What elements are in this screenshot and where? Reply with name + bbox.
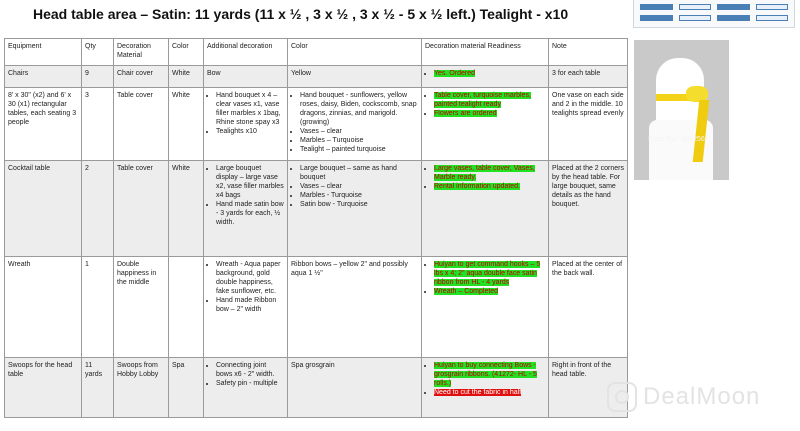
list-item: • Hand made Ribbon bow – 2" width [216, 296, 284, 314]
cell-note: 3 for each table [549, 66, 628, 88]
floor-plan-thumbnail [633, 0, 795, 28]
header-decoration-material: Decoration Material [114, 39, 169, 66]
cell-decoration-material: Swoops from Hobby Lobby [114, 358, 169, 418]
list-item: • Tealights x10 [216, 127, 284, 136]
highlighted-status-text: Rental information updated. [434, 183, 520, 190]
cell-equipment: Wreath [5, 257, 82, 358]
chair-sash-photo [634, 40, 729, 180]
highlighted-status-text: Huiyan to get command hooks – 5 lbs x 4; 2" aqua double face satin ribbon from HL - 4 yards [434, 261, 541, 286]
watermark-text: DealMoon [643, 383, 761, 410]
header-qty: Qty [82, 39, 114, 66]
cell-readiness [422, 88, 549, 161]
cell-color-2 [288, 257, 422, 358]
highlighted-status-text: Yes. Ordered [434, 70, 475, 77]
header-readiness: Decoration material Readiness [422, 39, 549, 66]
list-item: • Tealight – painted turquoise [300, 145, 418, 154]
cell-decoration-material: Table cover [114, 161, 169, 257]
cell-text: Ribbon bows – yellow 2" and possibly aqua 1 ½" [291, 261, 408, 277]
cell-additional-decoration [204, 66, 288, 88]
readiness-item-done [434, 69, 545, 78]
cell-decoration-material: Table cover [114, 88, 169, 161]
list-item: • Connecting joint bows x6 - 2" width. [216, 361, 284, 379]
highlighted-status-text: Need to cut the fabric in half [434, 389, 522, 396]
cell-note: One vase on each side and 2 in the middle. 10 tealights spread evenly [549, 88, 628, 161]
list-item: • Large bouquet display – large vase x2, vase filler marbles x4 bags [216, 164, 284, 200]
cell-color-2 [288, 88, 422, 161]
cell-color-2 [288, 358, 422, 418]
cell-equipment: Chairs [5, 66, 82, 88]
cell-color: White [169, 88, 204, 161]
cell-readiness [422, 257, 549, 358]
cell-additional-decoration [204, 161, 288, 257]
readiness-item-done [434, 164, 545, 182]
cell-color: White [169, 161, 204, 257]
header-equipment: Equipment [5, 39, 82, 66]
list-item: • Vases – clear [300, 182, 418, 191]
cell-decoration-material: Chair cover [114, 66, 169, 88]
highlighted-status-text: Table cover, turquoise marbles, painted tealight ready [434, 92, 531, 108]
cell-equipment: Cocktail table [5, 161, 82, 257]
cell-readiness [422, 66, 549, 88]
cell-additional-decoration [204, 88, 288, 161]
header-note: Note [549, 39, 628, 66]
cell-note: Right in front of the head table. [549, 358, 628, 418]
cell-color-2 [288, 66, 422, 88]
readiness-item-done [434, 361, 545, 388]
cell-color: White [169, 66, 204, 88]
list-item: • Hand bouquet x 4 – clear vases x1, vase filler marbles x 1bag, Rhine stone spay x3 [216, 91, 284, 127]
list-item: • Vases – clear [300, 127, 418, 136]
cell-qty: 2 [82, 161, 114, 257]
table-row [5, 161, 628, 257]
table-row [5, 88, 628, 161]
table-header-row [5, 39, 628, 66]
highlighted-status-text: Flowers are ordered [434, 110, 497, 117]
cell-color-2 [288, 161, 422, 257]
table-row [5, 257, 628, 358]
cell-additional-decoration [204, 257, 288, 358]
list-item: • Large bouquet – same as hand bouquet [300, 164, 418, 182]
list-item: • Satin bow - Turquoise [300, 200, 418, 209]
list-item: • Hand made satin bow - 3 yards for each, ½ width. [216, 200, 284, 227]
readiness-item-done [434, 287, 545, 296]
header-additional-decoration: Additional decoration [204, 39, 288, 66]
readiness-item-pending [434, 388, 545, 397]
page-heading: Head table area – Satin: 11 yards (11 x ½ , 3 x ½ , 3 x ½ - 5 x ½ left.) Tealight - x10 [33, 6, 569, 22]
cell-color: Spa [169, 358, 204, 418]
header-color-2: Color [288, 39, 422, 66]
cell-readiness [422, 161, 549, 257]
table-row [5, 358, 628, 418]
readiness-item-done [434, 260, 545, 287]
readiness-item-done [434, 182, 545, 191]
highlighted-status-text: Wreath – Completed [434, 288, 499, 295]
decoration-table [4, 38, 628, 418]
cell-qty: 1 [82, 257, 114, 358]
cell-qty: 11 yards [82, 358, 114, 418]
list-item: • Wreath - Aqua paper background, gold double happiness, fake sunflower, etc. [216, 260, 284, 296]
cell-color [169, 257, 204, 358]
cell-text: Bow [207, 70, 221, 77]
cell-text: Spa grosgrain [291, 362, 335, 369]
cell-text: Yellow [291, 70, 311, 77]
dealmoon-watermark [607, 382, 760, 412]
highlighted-status-text: Huiyan to buy connecting Bows - grosgrain ribbons. (41272- HL - 5 rolls.) [434, 362, 537, 387]
list-item: • Safety pin - multiple [216, 379, 284, 388]
readiness-item-done [434, 109, 545, 118]
cell-readiness [422, 358, 549, 418]
cell-note: Placed at the 2 corners by the head table. For large bouquet, same details as the hand bouquet. [549, 161, 628, 257]
header-color: Color [169, 39, 204, 66]
readiness-item-done [434, 91, 545, 109]
cell-equipment: 8' x 30" (x2) and 6' x 30 (x1) rectangular tables, each seating 3 people [5, 88, 82, 161]
dealmoon-logo-icon [607, 382, 637, 412]
cell-qty: 9 [82, 66, 114, 88]
list-item: • Marbles – Turquoise [300, 136, 418, 145]
cell-qty: 3 [82, 88, 114, 161]
cell-decoration-material: Double happiness in the middle [114, 257, 169, 358]
highlighted-status-text: Large vases, table cover, Vases, Marble ready. [434, 165, 535, 181]
cell-equipment: Swoops for the head table [5, 358, 82, 418]
photo-caption: Store No : 429256 [648, 136, 705, 143]
cell-note: Placed at the center of the back wall. [549, 257, 628, 358]
list-item: • Marbles - Turquoise [300, 191, 418, 200]
table-row [5, 66, 628, 88]
list-item: • Hand bouquet - sunflowers, yellow roses, daisy, Biden, cockscomb, snap dragons, zinnias, and marigold.(growing) [300, 91, 418, 127]
cell-additional-decoration [204, 358, 288, 418]
